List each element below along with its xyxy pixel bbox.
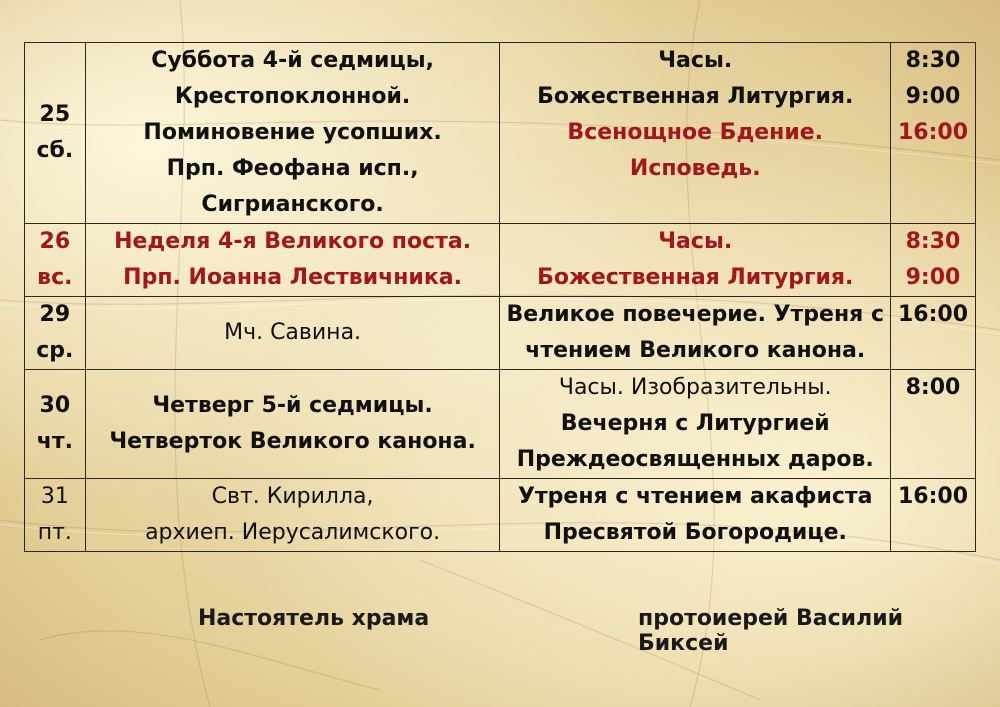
service-line: Преждеосвященных даров.: [516, 447, 874, 472]
services-cell: [500, 297, 891, 370]
feast-line: Прп. Феофана исп.,: [166, 156, 419, 181]
schedule-row: [25, 224, 976, 297]
feast-line: Суббота 4-й седмицы,: [151, 48, 434, 73]
weekday: чт.: [36, 429, 73, 454]
service-time: 8:30: [905, 229, 961, 254]
date-cell: [25, 370, 86, 479]
time-cell: [891, 370, 976, 479]
services-cell: [500, 479, 891, 552]
service-line: Вечерня с Литургией: [560, 411, 830, 436]
feast-line: Мч. Савина.: [224, 320, 362, 345]
weekday: ср.: [36, 338, 74, 363]
service-line: чтением Великого канона.: [525, 338, 866, 363]
feast-line: Крестопоклонной.: [174, 84, 411, 109]
service-line: Божественная Литургия.: [537, 84, 854, 109]
schedule-row: [25, 297, 976, 370]
feast-cell: [85, 479, 500, 552]
service-schedule-table: [24, 42, 976, 552]
services-cell: [500, 43, 891, 224]
service-line: Великое повечерие. Утреня с: [506, 302, 885, 327]
feast-line: Прп. Иоанна Лествичника.: [123, 265, 462, 290]
services-cell: [500, 370, 891, 479]
date-cell: [25, 224, 86, 297]
service-time: 8:30: [905, 48, 961, 73]
feast-line: архиеп. Иерусалимского.: [145, 520, 441, 545]
service-line: Всенощное Бдение. Исповедь.: [567, 120, 824, 181]
feast-cell: [85, 43, 500, 224]
time-cell: [891, 297, 976, 370]
feast-cell: [85, 297, 500, 370]
services-cell: [500, 224, 891, 297]
feast-line: Четверток Великого канона.: [109, 429, 476, 454]
weekday: сб.: [36, 138, 74, 163]
feast-line: Неделя 4-я Великого поста.: [114, 229, 472, 254]
service-line: Божественная Литургия.: [537, 265, 854, 290]
date-cell: [25, 479, 86, 552]
date-number: 30: [39, 393, 71, 418]
service-time: 9:00: [905, 84, 961, 109]
date-number: 29: [39, 302, 71, 327]
feast-cell: [85, 224, 500, 297]
service-time: 8:00: [905, 375, 961, 400]
weekday: пт.: [37, 520, 72, 545]
feast-line: Свт. Кирилла,: [211, 484, 374, 509]
service-time: 16:00: [897, 484, 969, 509]
schedule-row: [25, 43, 976, 224]
service-time: 16:00: [897, 120, 969, 145]
feast-line: Поминовение усопших.: [143, 120, 442, 145]
date-cell: [25, 43, 86, 224]
schedule-row: [25, 370, 976, 479]
service-line: Часы. Изобразительны.: [558, 375, 832, 400]
service-time: 9:00: [905, 265, 961, 290]
service-line: Пресвятой Богородице.: [543, 520, 847, 545]
service-line: Часы.: [658, 48, 733, 73]
date-number: 26: [39, 229, 71, 254]
feast-line: Четверг 5-й седмицы.: [152, 393, 433, 418]
feast-cell: [85, 370, 500, 479]
date-number: 25: [39, 102, 71, 127]
service-line: Часы.: [658, 229, 733, 254]
time-cell: [891, 43, 976, 224]
feast-line: Сигрианского.: [201, 192, 384, 217]
service-line: Утреня с чтением акафиста: [517, 484, 873, 509]
rector-name: протоиерей Василий Биксей: [638, 606, 904, 656]
date-number: 31: [40, 484, 69, 509]
weekday: вс.: [37, 265, 73, 290]
rector-title: Настоятель храма: [198, 606, 430, 631]
service-time: 16:00: [897, 302, 969, 327]
time-cell: [891, 479, 976, 552]
time-cell: [891, 224, 976, 297]
date-cell: [25, 297, 86, 370]
schedule-row: [25, 479, 976, 552]
